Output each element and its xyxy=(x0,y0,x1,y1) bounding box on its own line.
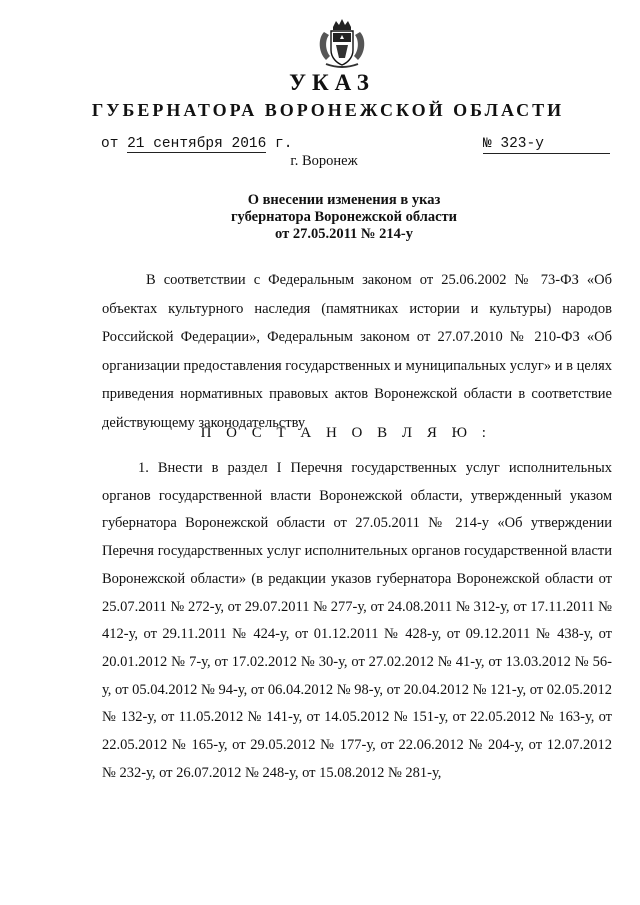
decree-heading: П О С Т А Н О В Л Я Ю : xyxy=(200,425,492,441)
subject-line: от 27.05.2011 № 214-у xyxy=(275,226,413,242)
decree-date xyxy=(101,136,292,152)
subject-line: О внесении изменения в указ xyxy=(247,192,441,208)
coat-of-arms-icon xyxy=(314,18,370,70)
preamble-paragraph xyxy=(102,266,612,438)
decree-number xyxy=(483,136,610,154)
date-suffix: г. xyxy=(275,136,293,152)
number-label: № xyxy=(483,136,492,152)
preamble-text: В соответствии с Федеральным законом от 25.06.2002 № 73-ФЗ «Об объектах культурного наследия (памятниках истории и культуры) народов Российской Федерации», Федеральным законом от 27.07.2010 № 210-ФЗ «Об организации предоставления государственных и муниципальных услуг» и в целях приведения нормативных правовых актов Воронежской области в соответствие действующему законодательству xyxy=(102,272,612,431)
document-issuer: ГУБЕРНАТОРА ВОРОНЕЖСКОЙ ОБЛАСТИ xyxy=(91,100,565,120)
subject-line: губернатора Воронежской области xyxy=(230,209,458,225)
document-title: УКАЗ xyxy=(289,70,375,95)
date-value: 21 сентября 2016 xyxy=(127,136,267,152)
date-prefix: от xyxy=(101,136,119,152)
city: г. Воронеж xyxy=(290,153,358,169)
decree-subject xyxy=(24,192,640,243)
item-1-text: 1. Внести в раздел I Перечня государственных услуг исполнительных органов государственной власти Воронежской области, утвержденный указом губернатора Воронежской области от 27.05.2011 № 214-у «Об утверждении Перечня государственных услуг исполнительных органов государственной власти Воронежской области» (в редакции указов губернатора Воронежской области от 25.07.2011 № 272-у, от 29.07.2011 № 277-у, от 24.08.2011 № 312-у, от 17.11.2011 № 412-у, от 29.11.2011 № 424-у, от 01.12.2011 № 428-у, от 09.12.2011 № 438-у, от 20.01.2012 № 7-у, от 17.02.2012 № 30-у, от 27.02.2012 № 41-у, от 13.03.2012 № 56-у, от 05.04.2012 № 94-у, от 06.04.2012 № 98-у, от 20.04.2012 № 121-у, от 02.05.2012 № 132-у, от 11.05.2012 № 141-у, от 14.05.2012 № 151-у, от 22.05.2012 № 163-у, от 22.05.2012 № 165-у, от 29.05.2012 № 177-у, от 22.06.2012 № 204-у, от 12.07.2012 № 232-у, от 26.07.2012 № 248-у, от 15.08.2012 № 281-у, xyxy=(102,460,612,781)
number-value: 323-у xyxy=(500,136,544,152)
item-paragraph xyxy=(102,455,612,787)
